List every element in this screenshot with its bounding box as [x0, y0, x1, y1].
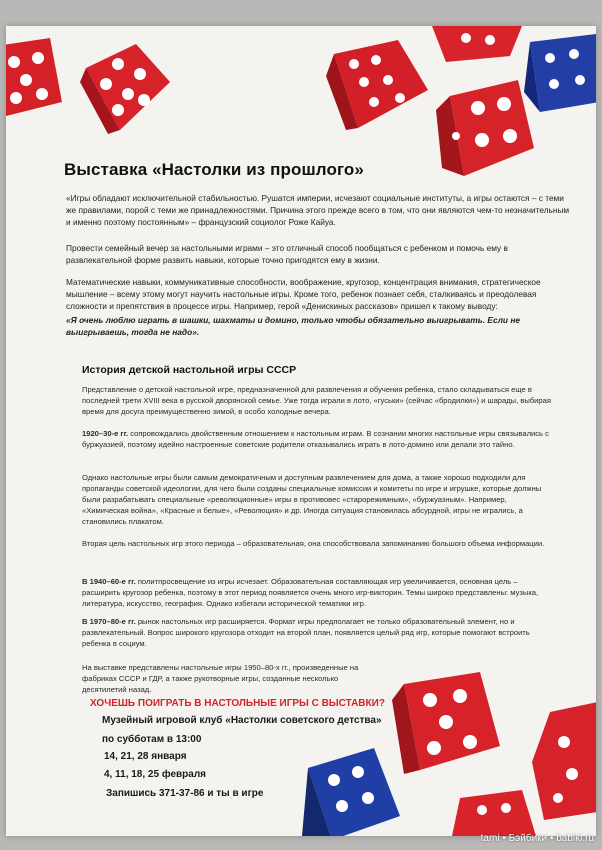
history-paragraph-2: [82, 428, 552, 450]
red-die-icon: [6, 36, 64, 122]
red-die-icon: [324, 36, 434, 132]
cta-dates-february: 4, 11, 18, 25 февраля: [104, 769, 207, 780]
intro-quote: «Я очень люблю играть в шашки, шахматы и домино, только чтобы обязательно выигрывать. Если не выигрываешь, тогда не надо».: [66, 315, 521, 337]
cta-schedule: по субботам в 13:00: [102, 734, 202, 745]
history-era-1970: В 1970–80-е гг.: [82, 617, 136, 626]
blue-die-icon: [302, 746, 402, 836]
red-die-icon: [390, 670, 504, 778]
red-die-icon: [426, 26, 526, 66]
history-paragraph-3: Однако настольные игры были самым демократичным и доступным развлечением для дома, а также хорошо подходили для пропаганды советской идеологии, для чего были созданы специальные комиссии и комитеты по игре и игрушке, которые должны были разрабатывать специальные «революционные» игры в противовес «старорежимным», «буржуазным». Например, «Химическая война», «Красные и белые», «Революция» и др. Иногда ситуация становилась абсурдной, игры не игрались, а становились плакатом.: [82, 473, 542, 526]
cta-question: ХОЧЕШЬ ПОИГРАТЬ В НАСТОЛЬНЫЕ ИГРЫ С ВЫСТАВКИ?: [90, 698, 385, 709]
page-title: Выставка «Настолки из прошлого»: [64, 160, 364, 179]
history-paragraph-6-text: рынок настольных игр расширяется. Формат игры предполагает не только образовательный элемент, но и развлекательный. Вопрос широкого кругозора отходит на второй план, появляется целый ряд игр, которые помогают встроить ребенка в социум.: [82, 617, 530, 648]
red-die-icon: [452, 790, 536, 836]
intro-paragraph-2: Провести семейный вечер за настольными играми – это отличный способ пообщаться с ребенком и помочь ему в развлекательной форме развить навыки, которые точно пригодятся ему в жизни.: [66, 243, 508, 265]
history-paragraph-5-text: политпросвещение из игры исчезает. Образовательная составляющая игр увеличивается, основная цель – расширить кругозор ребенка, поэтому в этот период появляется очень много игр-викторин. Темы широко представлены: музыка, литература, искусство, география. Однако избегали исторической тематики игр.: [82, 577, 539, 608]
red-die-icon: [78, 38, 176, 136]
history-heading: История детской настольной игры СССР: [82, 364, 297, 376]
intro-paragraph-3: Математические навыки, коммуникативные способности, воображение, кругозор, концентрация внимания, стратегическое мышление – всему этому могут научить настольные игры. Кроме того, ребенок познает себя, сталкиваясь и преодолевая сложности и препятствия в процессе игры. Например, герой «Денискиных рассказов» пришел к такому выводу:: [66, 277, 541, 311]
history-era-1940: В 1940–60-е гг.: [82, 577, 136, 586]
history-era-1920: 1920–30-е гг.: [82, 429, 129, 438]
history-paragraph-5: [82, 576, 552, 609]
history-paragraph-1: Представление о детской настольной игре, предназначенной для развлечения и обучения ребенка, стало складываться еще в последней трети XVIII века в русской дворянской семье. Уже тогда играли в лото, «гуськи» (сейчас «бродилки») и шарады, выбирая время для досуга преимущественно зимой, в особо холодные вечера.: [82, 385, 551, 416]
history-paragraph-4: Вторая цель настольных игр этого периода – образовательная, она способствовала запоминанию большого объема информации.: [82, 539, 545, 548]
intro-paragraph-1: «Игры обладают исключительной стабильностью. Рушатся империи, исчезают социальные институты, а игры остаются – с теми же правилами, порой с теми же принадлежностями. Причина этого прежде всего в том, что они являются чем-то незначительным и именно поэтому постоянным» – французский социолог Роже Кайуа.: [66, 193, 570, 227]
poster: [6, 26, 596, 836]
red-die-icon: [528, 702, 596, 822]
history-paragraph-6: [82, 616, 552, 649]
cta-club-name: Музейный игровой клуб «Настолки советского детства»: [102, 715, 382, 726]
watermark: tami • Бэйбики • babiki.ru: [480, 833, 594, 844]
cta-signup: Запишись 371-37-86 и ты в игре: [106, 788, 264, 799]
red-die-icon: [434, 76, 538, 184]
cta-dates-january: 14, 21, 28 января: [104, 751, 187, 762]
history-paragraph-2-text: сопровождались двойственным отношением к настольным играм. В сознании многих настольные игры связывались с буржуазией, поэтому идейно настроенные советские родители отказывались играть в лото-домино или делали это тайно.: [82, 429, 549, 449]
history-paragraph-7: На выставке представлены настольные игры 1950–80-х гг., произведенные на фабриках СССР и ГДР, а также рукотворные игры, созданные несколько десятилетий назад.: [82, 663, 359, 694]
